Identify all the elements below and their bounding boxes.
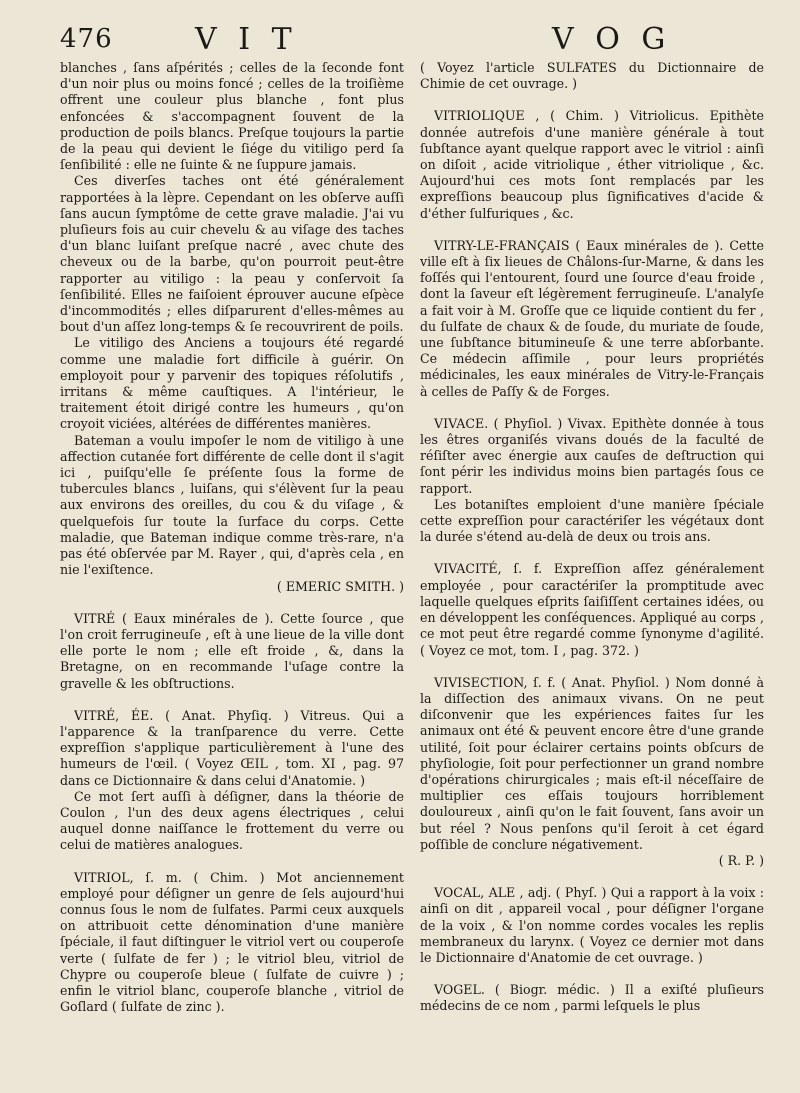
author-signature: ( R. P. ) bbox=[718, 852, 764, 868]
entry-paragraph: VOGEL. ( Biogr. médic. ) Il a exiſté pluſieurs médecins de ce nom , parmi leſquels le plus bbox=[420, 982, 764, 1014]
dictionary-entry-vogel bbox=[420, 982, 764, 1014]
dictionary-entry-vitry bbox=[420, 238, 764, 400]
entry-paragraph: VITRY-LE-FRANÇAIS ( Eaux minérales de ). Cette ville eſt à ſix lieues de Châlons-ſur-Marne, & dans les foſſés qui l'entourent, ſourd une ſource d'eau froide , dont la ſaveur eſt légèrement ferrugineuſe. L'analyſe a fait voir à M. Groſſe que ce liquide contient du fer , du ſulfate de chaux & de ſoude, du muriate de ſoude, une ſubſtance bitumineuſe & une terre abſorbante. Ce médecin aſſimile , pour leurs propriétés médicinales, les eaux minérales de Vitry-le-Français à celles de Paſſy & de Forges. bbox=[420, 237, 764, 399]
entry-paragraph: VITRÉ ( Eaux minérales de ). Cette ſource , que l'on croit ferrugineuſe , eſt à une lieue de la ville dont elle porte le nom ; elle eſt froide , &, dans la Bretagne, on en recommande l'uſage contre la gravelle & les obſtructions. bbox=[60, 610, 404, 691]
right-column bbox=[420, 60, 764, 1090]
dictionary-entry-vivace bbox=[420, 416, 764, 546]
entry-paragraph: Bateman a voulu impoſer le nom de vitiligo à une affection cutanée fort différente de celle dont il s'agit ici , puiſqu'elle ſe préſente ſous la forme de tubercules blancs , luiſans, qui s'élèvent ſur la peau aux environs des oreilles, du cou & du viſage , & quelquefois ſur toute la ſurface du corps. Cette maladie, que Bateman indique comme très-rare, n'a pas été obſervée par M. Rayer , qui, d'après cela , en nie l'exiſtence. bbox=[60, 432, 404, 578]
page-number: 476 bbox=[60, 24, 113, 54]
entry-paragraph: VITRIOLIQUE , ( Chim. ) Vitriolicus. Epithète donnée autrefois d'une manière générale à tout ſubſtance ayant quelque rapport avec le vitriol : ainſi on diſoit , acide vitriolique , éther vitriolique , &c. Aujourd'hui ces mots ſont remplacés par les expreſſions beaucoup plus ſignificatives d'acide & d'éther ſulfuriques , &c. bbox=[420, 108, 764, 221]
running-head-right: V O G bbox=[552, 22, 672, 57]
entry-paragraph: VIVISECTION, ſ. f. ( Anat. Phyſiol. ) Nom donné à la diſſection des animaux vivans. On ne peut diſconvenir que les expériences faites ſur les animaux ont été & peuvent encore être d'une grande utilité, ſoit pour éclairer certains points obſcurs de phyſiologie, ſoit pour perfectionner un grand nombre d'opérations chirurgicales ; mais eſt-il néceſſaire de multiplier ces eſſais toujours horriblement douloureux , ainſi qu'on le fait ſouvent, ſans avoir un but réel ? Nous penſons qu'il ſeroit à cet égard poſſible de conclure négativement. bbox=[420, 674, 764, 852]
entry-paragraph: ( Voyez l'article SULFATES du Dictionnaire de Chimie de cet ouvrage. ) bbox=[420, 60, 764, 92]
running-head-left: V I T bbox=[195, 22, 298, 57]
entry-paragraph: VITRÉ, ÉE. ( Anat. Phyſiq. ) Vitreus. Qui a l'apparence & la tranſparence du verre. Cette expreſſion s'applique particulièrement à l'une des humeurs de l'œil. ( Voyez ŒIL , tom. XI , pag. 97 dans ce Dictionnaire & dans celui d'Anatomie. ) bbox=[60, 707, 404, 788]
entry-paragraph: VOCAL, ALE , adj. ( Phyſ. ) Qui a rapport à la voix : ainſi on dit , appareil vocal , pour déſigner l'organe de la voix , & l'on nomme cordes vocales les replis membraneux du larynx. ( Voyez ce dernier mot dans le Dictionnaire d'Anatomie de cet ouvrage. ) bbox=[420, 885, 764, 965]
left-column bbox=[60, 60, 404, 1090]
dictionary-entry-vitre-eaux bbox=[60, 611, 404, 692]
dictionary-entry-vivacite bbox=[420, 561, 764, 658]
dictionary-entry-vitriolique bbox=[420, 108, 764, 221]
entry-paragraph: Les botaniſtes emploient d'une manière ſpéciale cette expreſſion pour caractériſer les végétaux dont la durée s'étend au-delà de deux ou trois ans. bbox=[420, 496, 764, 545]
dictionary-entry-vitiligo-cont bbox=[60, 60, 404, 595]
dictionary-entry-vocal bbox=[420, 885, 764, 966]
entry-paragraph: VIVACITÉ, ſ. f. Expreſſion aſſez généralement employée , pour caractériſer la promptitude avec laquelle quelques eſprits ſaiſiſſent certaines idées, ou en développent les conſéquences. Appliqué au corps , ce mot peut être regardé comme ſynonyme d'agilité. ( Voyez ce mot, tom. I , pag. 372. ) bbox=[420, 561, 764, 658]
entry-paragraph: VIVACE. ( Phyſiol. ) Vivax. Epithète donnée à tous les êtres organiſés vivans doués de la faculté de réſiſter avec énergie aux cauſes de deſtruction qui ſont périr les individus moins bien partagés ſous ce rapport. bbox=[420, 415, 764, 496]
author-signature: ( EMERIC SMITH. ) bbox=[276, 578, 404, 594]
page-header bbox=[0, 22, 800, 58]
entry-paragraph: Ce mot ſert auſſi à déſigner, dans la théorie de Coulon , l'un des deux agens électriques , celui auquel donne naiſſance le frottement du verre ou celui de matières analogues. bbox=[60, 788, 404, 853]
entry-paragraph: Le vitiligo des Anciens a toujours été regardé comme une maladie fort difficile à guérir. On employoit pour y parvenir des topiques réſolutifs , irritans & même cauſtiques. A l'intérieur, le traitement étoit dirigé contre les humeurs , qu'on croyoit viciées, altérées de différentes manières. bbox=[60, 335, 404, 432]
dictionary-entry-vitre-anat bbox=[60, 708, 404, 854]
dictionary-entry-vitriol-cont bbox=[420, 60, 764, 92]
entry-paragraph: VITRIOL, ſ. m. ( Chim. ) Mot anciennement employé pour déſigner un genre de ſels aujourd'hui connus ſous le nom de ſulfates. Parmi ceux auxquels on attribuoit cette dénomination d'une manière ſpéciale, il faut diſtinguer le vitriol vert ou couperoſe verte ( ſulfate de fer ) ; le vitriol bleu, vitriol de Chypre ou couperoſe bleue ( ſulfate de cuivre ) ; enfin le vitriol blanc, couperoſe blanche , vitriol de Goſlard ( ſulfate de zinc ). bbox=[60, 869, 404, 1015]
entry-paragraph: Ces diverſes taches ont été généralement rapportées à la lèpre. Cependant on les obſerve auſſi ſans aucun ſymptôme de cette grave maladie. J'ai vu pluſieurs fois au cuir chevelu & au viſage des taches d'un blanc luiſant preſque nacré , avec chute des cheveux ou de la barbe, qu'on pourroit peut-être rapporter au vitiligo : la peau y conſervoit ſa ſenſibilité. Elles ne faiſoient éprouver aucune eſpèce d'incommodités ; elles diſparurent d'elles-mêmes au bout d'un aſſez long-temps & ſe recouvrirent de poils. bbox=[60, 173, 404, 335]
dictionary-entry-vivisection bbox=[420, 675, 764, 869]
entry-paragraph: blanches , ſans aſpérités ; celles de la ſeconde font d'un noir plus ou moins foncé ; celles de la troiſième offrent une couleur plus blanche , font plus enfoncées & s'accompagnent ſouvent de la production de poils blancs. Preſque toujours la partie de la peau qui devient le ſiége du vitiligo perd ſa ſenſibilité : elle ne ſuinte & ne ſuppure jamais. bbox=[60, 60, 404, 173]
dictionary-entry-vitriol bbox=[60, 870, 404, 1016]
